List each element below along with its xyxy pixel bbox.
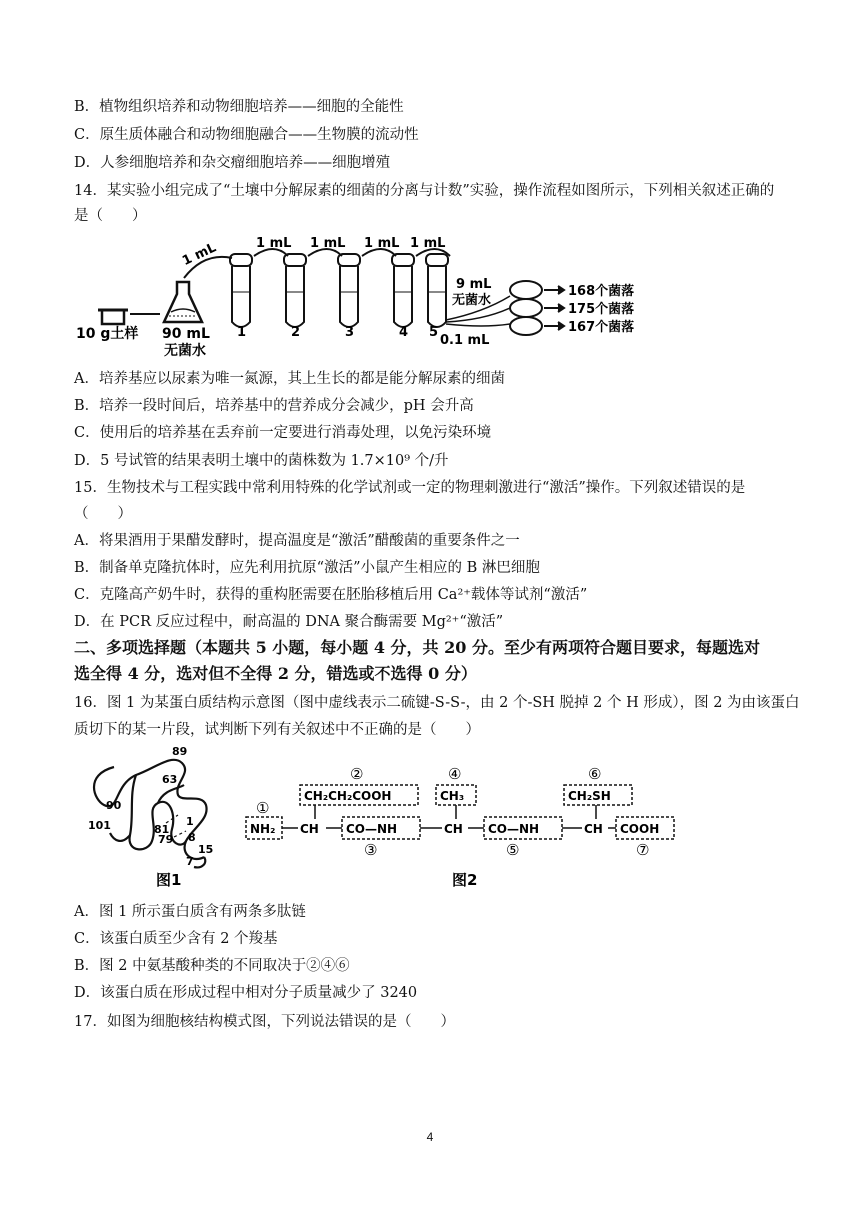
tube-number-1: 1 [237,325,247,340]
q15-option-a: A．将果酒用于果醋发酵时，提高温度是“激活”醋酸菌的重要条件之一 [74,533,520,549]
soil-sample-icon [98,310,128,324]
q14-option-d: D．5 号试管的结果表明土壤中的菌株数为 1.7×10⁹ 个/升 [74,453,449,469]
transfer-label-4: 1 mL [364,236,400,251]
colony-count-2: 175个菌落 [568,302,635,317]
fig1-num-90: 90 [106,799,122,812]
tube-number-5: 5 [429,325,439,340]
chain-ch-3: CH [584,822,603,836]
q16-option-a: A．图 1 所示蛋白质含有两条多肽链 [74,904,306,920]
group-7-label: ⑦ [636,841,650,859]
fig1-num-7: 7 [186,855,194,868]
q16-option-c: C．该蛋白质至少含有 2 个羧基 [74,931,278,947]
q13-option-c: C．原生质体融合和动物细胞融合——生物膜的流动性 [74,127,419,143]
group-3-label: ③ [364,841,378,859]
q17-stem: 17．如图为细胞核结构模式图，下列说法错误的是（ ） [74,1014,455,1030]
colony-count-3: 167个菌落 [568,320,635,335]
q15-stem-line1: 15．生物技术与工程实践中常利用特殊的化学试剂或一定的物理刺激进行“激活”操作。下列叙述错误的是 [74,480,746,496]
q15-stem-line2: （ ） [74,506,132,522]
fig1-num-15: 15 [198,843,214,856]
group-5-label: ⑤ [506,841,520,859]
fig1-num-8: 8 [188,831,196,844]
transfer-label-2: 1 mL [256,236,292,251]
fig1-caption: 图1 [156,871,182,889]
fig1-num-63: 63 [162,773,178,786]
q14-option-c: C．使用后的培养基在丢弃前一定要进行消毒处理，以免污染环境 [74,425,492,441]
q13-option-b: B．植物组织培养和动物细胞培养——细胞的全能性 [74,99,404,115]
fig1-num-79: 79 [158,833,174,846]
transfer-label-1: 1 mL [180,240,219,270]
tube-number-3: 3 [345,325,355,340]
flask-sublabel: 无菌水 [164,343,206,359]
group-6-formula: CH₂SH [568,789,611,803]
group-2-label: ② [350,765,364,783]
colony-count-1: 168个菌落 [568,284,635,299]
q16-stem-line2: 质切下的某一片段，试判断下列有关叙述中不正确的是（ ） [74,722,480,738]
tube-number-4: 4 [399,325,409,340]
protein-structure-diagram [94,760,207,868]
fig2-caption: 图2 [452,871,478,889]
group-5-formula: CO—NH [488,822,540,836]
flask-icon [164,282,202,322]
test-tube-icon [230,254,448,327]
tube-number-2: 2 [291,325,301,340]
section-heading-line1: 二、多项选择题（本题共 5 小题，每小题 4 分，共 20 分。至少有两项符合题目要求，每题选对 [74,638,760,657]
q15-option-d: D．在 PCR 反应过程中，耐高温的 DNA 聚合酶需要 Mg²⁺“激活” [74,614,504,630]
group-2-formula: CH₂CH₂COOH [304,789,392,803]
petri-dish-icon [510,281,542,335]
tube-water-sublabel: 无菌水 [452,293,492,308]
sample-label: 10 g土样 [76,326,139,342]
q16-option-d: D．该蛋白质在形成过程中相对分子质量减少了 3240 [74,985,418,1001]
group-4-label: ④ [448,765,462,783]
flask-label: 90 mL [162,326,210,342]
group-4-formula: CH₃ [440,789,465,803]
q16-option-b: B．图 2 中氨基酸种类的不同取决于②④⑥ [74,958,350,974]
q15-option-c: C．克隆高产奶牛时，获得的重构胚需要在胚胎移植后用 Ca²⁺载体等试剂“激活” [74,587,588,603]
chain-ch-1: CH [300,822,319,836]
q14-stem-line1: 14．某实验小组完成了“土壤中分解尿素的细菌的分离与计数”实验，操作流程如图所示，下列相关叙述正确的 [74,183,775,199]
q16-protein-figure [74,745,686,895]
transfer-label-3: 1 mL [310,236,346,251]
q14-stem-line2: 是（ ） [74,208,147,224]
q13-option-d: D．人参细胞培养和杂交瘤细胞培养——细胞增殖 [74,155,391,171]
q14-option-b: B．培养一段时间后，培养基中的营养成分会减少，pH 会升高 [74,398,474,414]
group-1-label: ① [256,799,270,817]
plating-volume-label: 0.1 mL [440,333,490,348]
fig1-num-1: 1 [186,815,194,828]
q15-option-b: B．制备单克隆抗体时，应先利用抗原“激活”小鼠产生相应的 B 淋巴细胞 [74,560,540,576]
section-heading-line2: 选全得 4 分，选对但不全得 2 分，错选或不选得 0 分） [74,664,477,683]
q14-option-a: A．培养基应以尿素为唯一氮源，其上生长的都是能分解尿素的细菌 [74,371,505,387]
tube-water-label: 9 mL [456,277,492,292]
fig1-num-101: 101 [88,819,111,832]
fig1-num-81: 81 [154,823,170,836]
group-6-label: ⑥ [588,765,602,783]
group-7-formula: COOH [620,822,660,836]
transfer-label-5: 1 mL [410,236,446,251]
group-1-formula: NH₂ [250,822,276,836]
chain-ch-2: CH [444,822,463,836]
q16-stem-line1: 16．图 1 为某蛋白质结构示意图（图中虚线表示二硫键-S-S-，由 2 个-SH 脱掉 2 个 H 形成），图 2 为由该蛋白 [74,695,800,711]
fig1-num-89: 89 [172,745,188,758]
group-3-formula: CO—NH [346,822,398,836]
page-number: 4 [426,1130,434,1144]
q14-dilution-figure [74,232,674,360]
